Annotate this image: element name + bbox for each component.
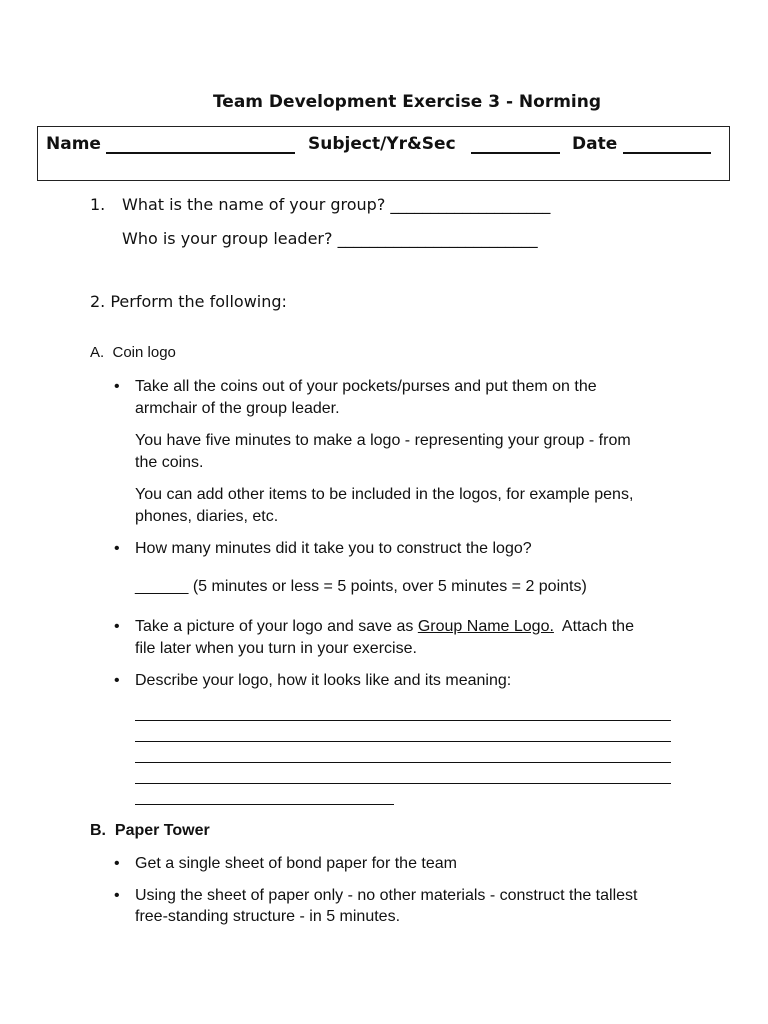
- date-label: Date: [572, 134, 618, 154]
- answer-line[interactable]: [135, 804, 394, 805]
- bullet-icon: •: [114, 855, 120, 872]
- answer-line[interactable]: [135, 720, 671, 721]
- bullet-icon: •: [114, 887, 120, 904]
- section-b-heading: B. Paper Tower: [90, 822, 210, 839]
- paper-bullet-2-line-2: free-standing structure - in 5 minutes.: [135, 908, 401, 925]
- answer-line[interactable]: [135, 741, 671, 742]
- question-1-number: 1.: [90, 195, 106, 214]
- group-name-logo-text: Group Name Logo.: [417, 618, 554, 635]
- coin-bullet-3-line-2: file later when you turn in your exercise.: [135, 640, 417, 657]
- coin-bullet-1-line-1: Take all the coins out of your pockets/purses and put them on the: [135, 378, 597, 395]
- answer-line[interactable]: [135, 762, 671, 763]
- name-blank[interactable]: [106, 152, 295, 154]
- coin-bullet-3-line-1: [135, 618, 634, 636]
- coin-bullet-3-suffix: Attach the: [553, 618, 634, 635]
- date-blank[interactable]: [623, 152, 711, 154]
- bullet-icon: •: [114, 378, 120, 395]
- points-line: ______ (5 minutes or less = 5 points, over 5 minutes = 2 points): [135, 578, 587, 595]
- coin-bullet-3-prefix: Take a picture of your logo and save as: [135, 618, 418, 635]
- coin-bullet-1-line-2: armchair of the group leader.: [135, 400, 340, 417]
- subject-blank[interactable]: [471, 152, 560, 154]
- coin-bullet-4: Describe your logo, how it looks like and its meaning:: [135, 672, 512, 689]
- paper-bullet-1: Get a single sheet of bond paper for the team: [135, 855, 457, 872]
- paper-bullet-2-line-1: Using the sheet of paper only - no other materials - construct the tallest: [135, 887, 638, 904]
- coin-bullet-2: How many minutes did it take you to construct the logo?: [135, 540, 532, 557]
- answer-line[interactable]: [135, 783, 671, 784]
- subject-label: Subject/Yr&Sec: [308, 134, 456, 154]
- group-leader-question: Who is your group leader? _________________________: [122, 229, 538, 248]
- coin-paragraph-2-line-2: phones, diaries, etc.: [135, 508, 279, 525]
- bullet-icon: •: [114, 540, 120, 557]
- question-2: 2. Perform the following:: [90, 292, 287, 311]
- coin-paragraph-2-line-1: You can add other items to be included in the logos, for example pens,: [135, 486, 634, 503]
- section-a-heading: A. Coin logo: [90, 344, 176, 361]
- bullet-icon: •: [114, 672, 120, 689]
- coin-paragraph-1-line-1: You have five minutes to make a logo - representing your group - from: [135, 432, 631, 449]
- name-label: Name: [46, 134, 101, 154]
- group-name-question: What is the name of your group? ____________________: [122, 195, 551, 214]
- page-title: Team Development Exercise 3 - Norming: [212, 92, 602, 112]
- bullet-icon: •: [114, 618, 120, 635]
- coin-paragraph-1-line-2: the coins.: [135, 454, 204, 471]
